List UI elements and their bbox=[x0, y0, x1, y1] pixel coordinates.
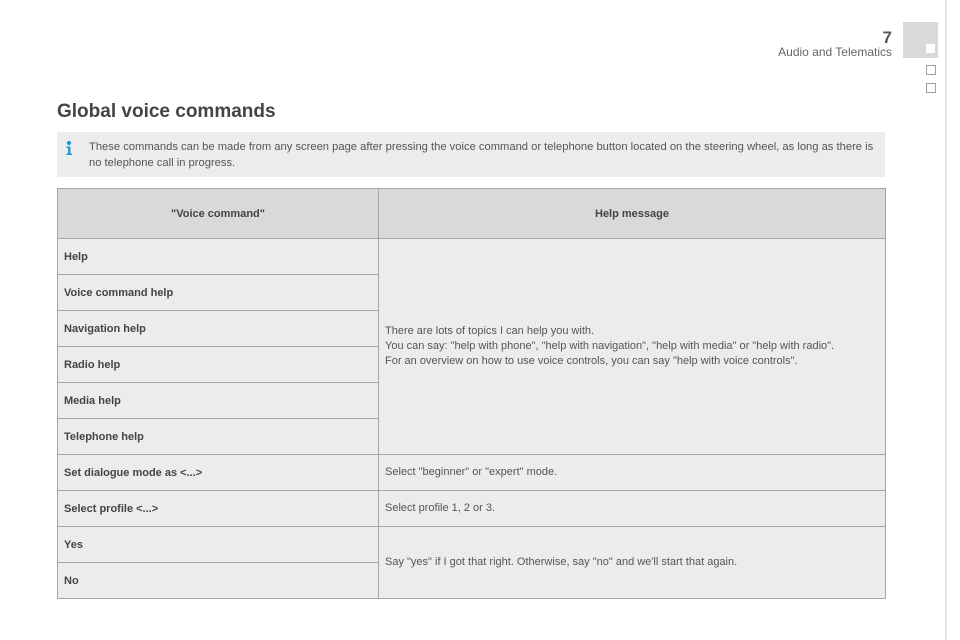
command-cell: Voice command help bbox=[58, 275, 379, 311]
tab-marker-icon bbox=[926, 44, 935, 53]
chapter-tab bbox=[903, 22, 938, 58]
section-name: Audio and Telematics bbox=[778, 45, 892, 59]
help-message-cell: Select profile 1, 2 or 3. bbox=[379, 491, 886, 527]
command-cell: Select profile <...> bbox=[58, 491, 379, 527]
voice-commands-table bbox=[57, 188, 886, 599]
chapter-box-icon bbox=[926, 65, 936, 75]
command-cell: Media help bbox=[58, 383, 379, 419]
help-message-cell: There are lots of topics I can help you with. You can say: "help with phone", "help with navigation", "help with media" or "help with radio". For an overview on how to use voice controls, you can say "help with voice controls". bbox=[379, 239, 886, 455]
page-title: Global voice commands bbox=[57, 101, 276, 122]
command-cell: Help bbox=[58, 239, 379, 275]
page-edge-rule bbox=[945, 0, 947, 640]
command-cell: Yes bbox=[58, 527, 379, 563]
command-cell: Navigation help bbox=[58, 311, 379, 347]
info-icon bbox=[61, 140, 77, 156]
chapter-box-icon bbox=[926, 83, 936, 93]
table-row bbox=[58, 239, 886, 275]
command-cell: Telephone help bbox=[58, 419, 379, 455]
help-message-cell: Select "beginner" or "expert" mode. bbox=[379, 455, 886, 491]
command-cell: No bbox=[58, 563, 379, 599]
command-cell: Radio help bbox=[58, 347, 379, 383]
column-header-command: "Voice command" bbox=[58, 189, 379, 239]
table-row bbox=[58, 455, 886, 491]
table-row bbox=[58, 527, 886, 563]
page-number: 7 bbox=[882, 28, 892, 47]
command-cell: Set dialogue mode as <...> bbox=[58, 455, 379, 491]
table-row bbox=[58, 491, 886, 527]
help-message-cell: Say "yes" if I got that right. Otherwise, say "no" and we'll start that again. bbox=[379, 527, 886, 599]
info-box bbox=[57, 132, 885, 177]
column-header-help: Help message bbox=[379, 189, 886, 239]
table-header-row bbox=[58, 189, 886, 239]
info-text: These commands can be made from any screen page after pressing the voice command or telephone button located on the steering wheel, as long as there is no telephone call in progress. bbox=[89, 141, 874, 169]
